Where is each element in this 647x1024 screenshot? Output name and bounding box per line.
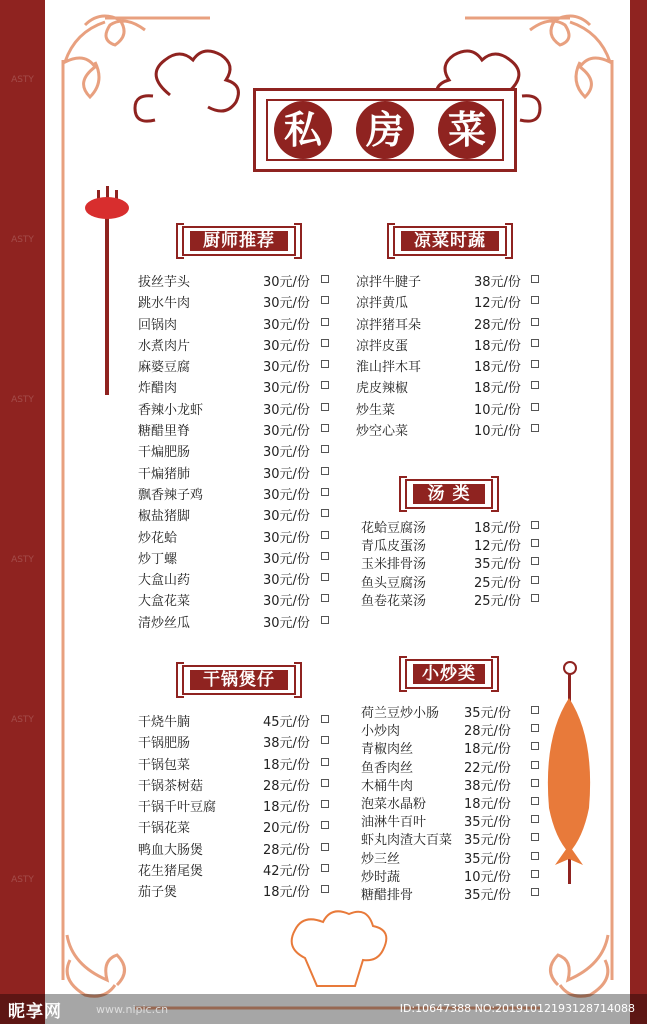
dish-name: 干锅花菜 [138, 821, 191, 837]
order-checkbox[interactable] [321, 445, 329, 453]
dish-price: 38元/份 [464, 778, 511, 794]
watermark-url: www.nipic.cn [96, 1003, 169, 1016]
dish-name: 鱼香肉丝 [361, 760, 414, 776]
dish-name: 淮山拌木耳 [356, 360, 422, 376]
dish-name: 炒花蛤 [138, 530, 178, 546]
menu-item [356, 333, 546, 354]
order-checkbox[interactable] [531, 557, 539, 565]
order-checkbox[interactable] [531, 815, 539, 823]
menu-item [138, 709, 338, 730]
dish-price: 18元/份 [263, 885, 310, 901]
menu-item [138, 290, 338, 311]
order-checkbox[interactable] [321, 488, 329, 496]
order-checkbox[interactable] [531, 706, 539, 714]
order-checkbox[interactable] [321, 339, 329, 347]
menu-item [356, 375, 546, 396]
order-checkbox[interactable] [531, 870, 539, 878]
order-checkbox[interactable] [531, 539, 539, 547]
dish-name: 虾丸肉渣大百菜 [361, 833, 453, 849]
order-checkbox[interactable] [321, 467, 329, 475]
dish-price: 28元/份 [474, 317, 521, 333]
order-checkbox[interactable] [531, 296, 539, 304]
dish-name: 拔丝芋头 [138, 275, 191, 290]
dish-price: 42元/份 [263, 864, 310, 880]
dish-name: 干煸肥肠 [138, 445, 191, 461]
list-pot [138, 709, 338, 901]
dish-price: 35元/份 [464, 851, 511, 867]
order-checkbox[interactable] [321, 403, 329, 411]
dish-name: 泡菜水晶粉 [361, 796, 427, 812]
menu-item [138, 546, 338, 567]
order-checkbox[interactable] [321, 509, 329, 517]
dish-name: 糖醋里脊 [138, 424, 191, 440]
menu-item [138, 730, 338, 751]
order-checkbox[interactable] [321, 779, 329, 787]
dish-price: 28元/份 [263, 778, 310, 794]
section-header-cold: 凉菜时蔬 [393, 226, 507, 256]
order-checkbox[interactable] [321, 381, 329, 389]
title-plaque [253, 88, 517, 172]
dish-name: 花生猪尾煲 [138, 864, 204, 880]
menu-item [138, 525, 338, 546]
dish-price: 20元/份 [263, 821, 310, 837]
menu-item [138, 354, 338, 375]
dish-price: 30元/份 [263, 615, 310, 631]
menu-item [356, 354, 546, 375]
dish-price: 12元/份 [474, 539, 521, 555]
menu-item [138, 858, 338, 879]
order-checkbox[interactable] [531, 833, 539, 841]
order-checkbox[interactable] [531, 381, 539, 389]
menu-item [138, 333, 338, 354]
dish-name: 茄子煲 [138, 885, 178, 901]
menu-item [138, 397, 338, 418]
menu-item [138, 461, 338, 482]
order-checkbox[interactable] [531, 779, 539, 787]
watermark-id: ID:10647388 NO:20191012193128714088 [399, 1002, 635, 1015]
dish-price: 30元/份 [263, 487, 310, 503]
dish-price: 22元/份 [464, 760, 511, 776]
menu-item [361, 755, 546, 776]
chef-hat-icon [292, 911, 387, 986]
watermark-logo: 昵享网 [8, 1002, 62, 1022]
order-checkbox[interactable] [321, 715, 329, 723]
right-border-strip [630, 0, 647, 1024]
list-soup [361, 515, 546, 609]
dish-name: 小炒肉 [361, 724, 401, 740]
dish-name: 麻婆豆腐 [138, 360, 191, 376]
dish-name: 鱼卷花菜汤 [361, 593, 427, 609]
dish-price: 30元/份 [263, 551, 310, 567]
title-char: 菜 [438, 101, 496, 159]
menu-item [138, 418, 338, 439]
dish-name: 干烧牛腩 [138, 715, 191, 730]
dish-price: 30元/份 [263, 530, 310, 546]
dish-name: 椒盐猪脚 [138, 509, 191, 525]
menu-item [361, 791, 546, 812]
order-checkbox[interactable] [531, 797, 539, 805]
menu-item [361, 846, 546, 867]
section-header-pot: 干锅煲仔 [182, 665, 296, 695]
dish-name: 跳水牛肉 [138, 296, 191, 312]
order-checkbox[interactable] [531, 724, 539, 732]
dish-price: 18元/份 [474, 338, 521, 354]
dish-name: 干锅茶树菇 [138, 778, 204, 794]
dish-name: 回锅肉 [138, 317, 178, 333]
menu-item [138, 375, 338, 396]
dish-name: 大盒山药 [138, 573, 191, 589]
order-checkbox[interactable] [321, 594, 329, 602]
menu-item [356, 269, 546, 290]
dish-name: 凉拌猪耳朵 [356, 317, 422, 333]
menu-item [361, 551, 546, 573]
order-checkbox[interactable] [321, 360, 329, 368]
menu-item [361, 827, 546, 849]
menu-item [361, 773, 546, 794]
menu-item [361, 515, 546, 536]
dish-price: 18元/份 [474, 360, 521, 376]
menu-item [361, 718, 546, 740]
side-pattern: ASTY ASTY ASTY ASTY ASTY ASTY [11, 75, 34, 885]
list-cold [356, 269, 546, 439]
order-checkbox[interactable] [531, 742, 539, 750]
dish-price: 35元/份 [474, 557, 521, 573]
fish-skewer-icon [548, 662, 590, 884]
dish-name: 虎皮辣椒 [356, 381, 409, 397]
menu-item [138, 837, 338, 858]
dish-price: 30元/份 [263, 360, 310, 376]
order-checkbox[interactable] [531, 576, 539, 584]
dish-price: 30元/份 [263, 317, 310, 333]
dish-price: 18元/份 [474, 521, 521, 536]
menu-item [361, 700, 546, 721]
dish-price: 10元/份 [474, 424, 521, 440]
dish-name: 干煸猪肺 [138, 466, 191, 482]
dish-price: 18元/份 [474, 381, 521, 397]
menu-item [361, 736, 546, 758]
dish-name: 炒空心菜 [356, 424, 409, 440]
order-checkbox[interactable] [321, 616, 329, 624]
order-checkbox[interactable] [531, 360, 539, 368]
order-checkbox[interactable] [321, 736, 329, 744]
menu-item [138, 815, 338, 836]
section-header-stirfry: 小炒类 [405, 659, 493, 689]
dish-price: 45元/份 [263, 715, 310, 730]
dish-price: 30元/份 [263, 296, 310, 312]
title-char: 私 [274, 101, 332, 159]
dish-price: 30元/份 [263, 424, 310, 440]
menu-panel [45, 0, 630, 1024]
order-checkbox[interactable] [321, 864, 329, 872]
section-header-soup: 汤 类 [405, 479, 493, 509]
order-checkbox[interactable] [531, 852, 539, 860]
order-checkbox[interactable] [531, 318, 539, 326]
order-checkbox[interactable] [321, 531, 329, 539]
order-checkbox[interactable] [321, 758, 329, 766]
dish-price: 18元/份 [464, 742, 511, 758]
dish-price: 12元/份 [474, 296, 521, 312]
order-checkbox[interactable] [531, 761, 539, 769]
dish-name: 炒三丝 [361, 851, 401, 867]
menu-item [138, 567, 338, 588]
order-checkbox[interactable] [321, 296, 329, 304]
menu-item [138, 312, 338, 333]
dish-price: 18元/份 [263, 757, 310, 773]
menu-item [356, 312, 546, 333]
dish-name: 凉拌牛腱子 [356, 275, 422, 290]
dish-name: 油淋牛百叶 [361, 815, 427, 831]
order-checkbox[interactable] [321, 318, 329, 326]
menu-item [356, 290, 546, 311]
menu-item [138, 752, 338, 773]
menu-item [356, 418, 546, 439]
menu-item [361, 882, 546, 903]
order-checkbox[interactable] [531, 339, 539, 347]
menu-item [138, 503, 338, 524]
dish-name: 荷兰豆炒小肠 [361, 706, 440, 721]
order-checkbox[interactable] [321, 552, 329, 560]
dish-name: 炒生菜 [356, 402, 396, 418]
menu-item [138, 610, 338, 631]
dish-price: 30元/份 [263, 381, 310, 397]
dish-price: 18元/份 [263, 800, 310, 816]
menu-item [361, 809, 546, 831]
dish-price: 10元/份 [474, 402, 521, 418]
dish-price: 35元/份 [464, 887, 511, 903]
menu-item [356, 397, 546, 418]
dish-price: 10元/份 [464, 869, 511, 885]
dish-name: 炒时蔬 [361, 869, 401, 885]
order-checkbox[interactable] [531, 424, 539, 432]
list-chef [138, 269, 338, 631]
dish-name: 木桶牛肉 [361, 778, 414, 794]
dish-name: 炒丁螺 [138, 551, 178, 567]
watermark-bar [0, 994, 647, 1024]
dish-price: 30元/份 [263, 275, 310, 290]
order-checkbox[interactable] [321, 275, 329, 283]
menu-item [361, 864, 546, 885]
dish-name: 清炒丝瓜 [138, 615, 191, 631]
list-stirfry [361, 700, 546, 903]
dish-name: 鸭血大肠煲 [138, 842, 204, 858]
menu-item [138, 773, 338, 794]
menu-item [138, 482, 338, 503]
dish-price: 35元/份 [464, 833, 511, 849]
dish-price: 35元/份 [464, 815, 511, 831]
dish-name: 鱼头豆腐汤 [361, 575, 427, 591]
menu-item [138, 588, 338, 609]
dish-price: 28元/份 [464, 724, 511, 740]
order-checkbox[interactable] [531, 403, 539, 411]
title-char: 房 [356, 101, 414, 159]
order-checkbox[interactable] [321, 885, 329, 893]
dish-price: 30元/份 [263, 573, 310, 589]
dish-price: 30元/份 [263, 338, 310, 354]
dish-name: 糖醋排骨 [361, 887, 414, 903]
dish-price: 38元/份 [263, 736, 310, 752]
dish-name: 凉拌黄瓜 [356, 296, 409, 312]
section-header-chef: 厨师推荐 [182, 226, 296, 256]
left-border-strip [0, 0, 45, 1024]
menu-item [138, 879, 338, 900]
order-checkbox[interactable] [531, 594, 539, 602]
dish-price: 25元/份 [474, 575, 521, 591]
dish-price: 30元/份 [263, 402, 310, 418]
dish-name: 飘香辣子鸡 [138, 487, 204, 503]
dish-price: 30元/份 [263, 594, 310, 610]
dish-price: 38元/份 [474, 275, 521, 290]
dish-price: 30元/份 [263, 466, 310, 482]
dish-name: 炸醋肉 [138, 381, 178, 397]
menu-item [361, 533, 546, 555]
dish-name: 干锅肥肠 [138, 736, 191, 752]
dish-name: 青椒肉丝 [361, 742, 414, 758]
sausage-fork-icon [85, 186, 129, 395]
dish-name: 凉拌皮蛋 [356, 338, 409, 354]
menu-item [138, 269, 338, 290]
dish-price: 18元/份 [464, 796, 511, 812]
dish-name: 青瓜皮蛋汤 [361, 539, 427, 555]
menu-item [361, 588, 546, 609]
dish-name: 花蛤豆腐汤 [361, 521, 427, 536]
dish-price: 30元/份 [263, 445, 310, 461]
order-checkbox[interactable] [321, 573, 329, 581]
dish-name: 水煮肉片 [138, 338, 191, 354]
order-checkbox[interactable] [321, 821, 329, 829]
dish-price: 30元/份 [263, 509, 310, 525]
order-checkbox[interactable] [531, 521, 539, 529]
dish-name: 干锅包菜 [138, 757, 191, 773]
order-checkbox[interactable] [321, 424, 329, 432]
dish-name: 大盒花菜 [138, 594, 191, 610]
menu-item [361, 570, 546, 591]
order-checkbox[interactable] [321, 800, 329, 808]
menu-item [138, 794, 338, 815]
order-checkbox[interactable] [531, 275, 539, 283]
order-checkbox[interactable] [321, 843, 329, 851]
dish-name: 玉米排骨汤 [361, 557, 427, 573]
dish-price: 28元/份 [263, 842, 310, 858]
order-checkbox[interactable] [531, 888, 539, 896]
dish-price: 35元/份 [464, 706, 511, 721]
menu-item [138, 439, 338, 460]
dish-name: 香辣小龙虾 [138, 402, 204, 418]
dish-name: 干锅千叶豆腐 [138, 800, 217, 816]
dish-price: 25元/份 [474, 593, 521, 609]
